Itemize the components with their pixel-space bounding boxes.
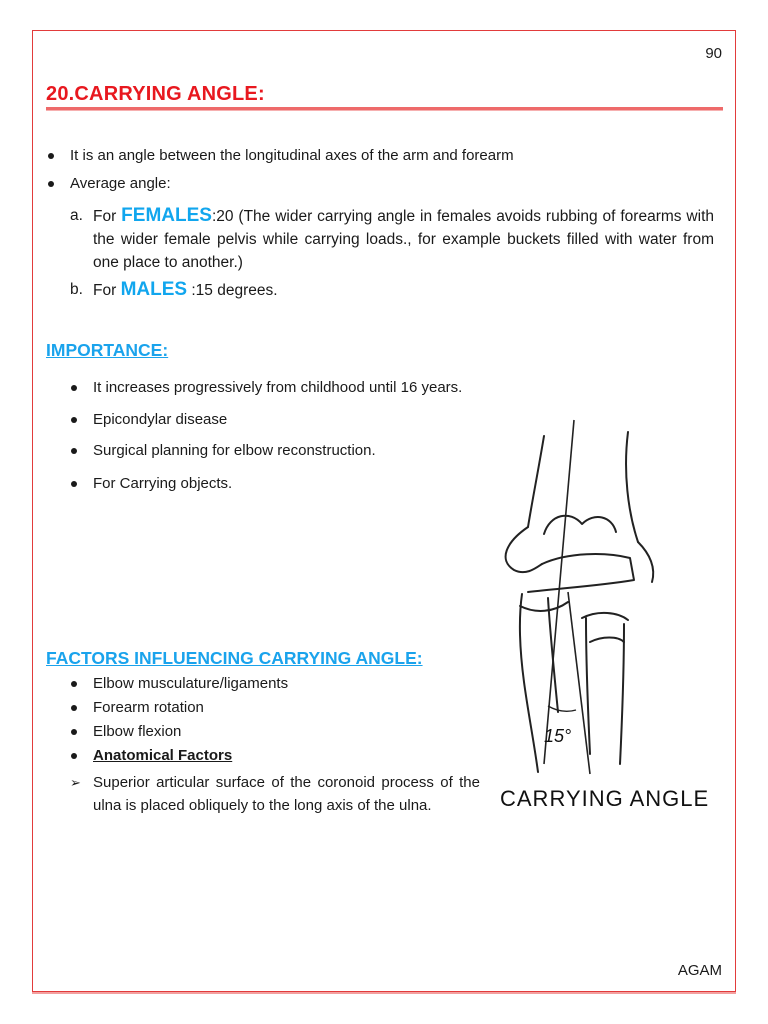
males-keyword: MALES (120, 279, 188, 300)
bullet-dot (48, 153, 54, 159)
angle-arc (548, 706, 576, 711)
arrow-bullet-icon: ➢ (70, 775, 81, 790)
footer-author: AGAM (677, 962, 722, 979)
arm-axis-line (544, 420, 574, 764)
trochlea (544, 516, 616, 534)
bullet-dot (48, 181, 54, 187)
list-marker: a. (70, 207, 83, 224)
bullet-dot (71, 385, 77, 391)
bullet-dot (71, 753, 77, 759)
factors-item: Elbow flexion (93, 722, 473, 742)
angle-label: 15° (544, 726, 572, 746)
importance-item: Surgical planning for elbow reconstruction. (93, 441, 513, 461)
lateral-epicondyle (506, 527, 542, 572)
medial-epicondyle (638, 542, 653, 582)
factors-arrow-item: ➢ Superior articular surface of the coronoid process of the ulna is placed obliquely to the long axis of the ulna. (93, 771, 480, 817)
elbow-joint-line (528, 554, 634, 592)
bullet-dot (71, 481, 77, 487)
females-item: a. For FEMALES:20 (The wider carrying angle in females avoids rubbing of forearms with the wider female pelvis while carrying loads., for example buckets filled with water from one place to another.) (70, 205, 714, 271)
ulna-medial-edge (620, 624, 624, 764)
page-title: 20.CARRYING ANGLE: (46, 83, 265, 105)
importance-heading: IMPORTANCE: (46, 340, 169, 360)
factors-item: Elbow musculature/ligaments (93, 674, 473, 694)
importance-item: Epicondylar disease (93, 410, 513, 430)
importance-item: It increases progressively from childhood until 16 years. (93, 378, 513, 398)
importance-item: For Carrying objects. (93, 474, 513, 494)
radius-lateral-edge (520, 594, 538, 772)
bullet-dot (71, 417, 77, 423)
bullet-dot (71, 448, 77, 454)
carrying-angle-figure (478, 392, 728, 842)
figure-caption: CARRYING ANGLE (500, 786, 710, 811)
males-item: b. For MALES :15 degrees. (70, 279, 278, 300)
ulna-head (582, 613, 628, 620)
intro-bullet: Average angle: (70, 174, 720, 194)
bullet-dot (71, 681, 77, 687)
factors-heading: FACTORS INFLUENCING CARRYING ANGLE: (46, 648, 423, 668)
intro-bullet: It is an angle between the longitudinal axes of the arm and forearm (70, 146, 720, 166)
factors-item: Forearm rotation (93, 698, 473, 718)
females-keyword: FEMALES (121, 205, 212, 226)
page-number: 90 (705, 45, 722, 62)
coronoid-process (590, 638, 624, 643)
humerus-medial-edge (626, 432, 638, 542)
factors-item-anatomical: Anatomical Factors (93, 746, 473, 766)
list-marker: b. (70, 281, 83, 298)
ulna-lateral-edge (586, 618, 590, 754)
humerus-lateral-edge (528, 436, 544, 527)
title-underline (46, 107, 723, 111)
radius-head-curve (520, 602, 568, 611)
bullet-dot (71, 705, 77, 711)
bullet-dot (71, 729, 77, 735)
